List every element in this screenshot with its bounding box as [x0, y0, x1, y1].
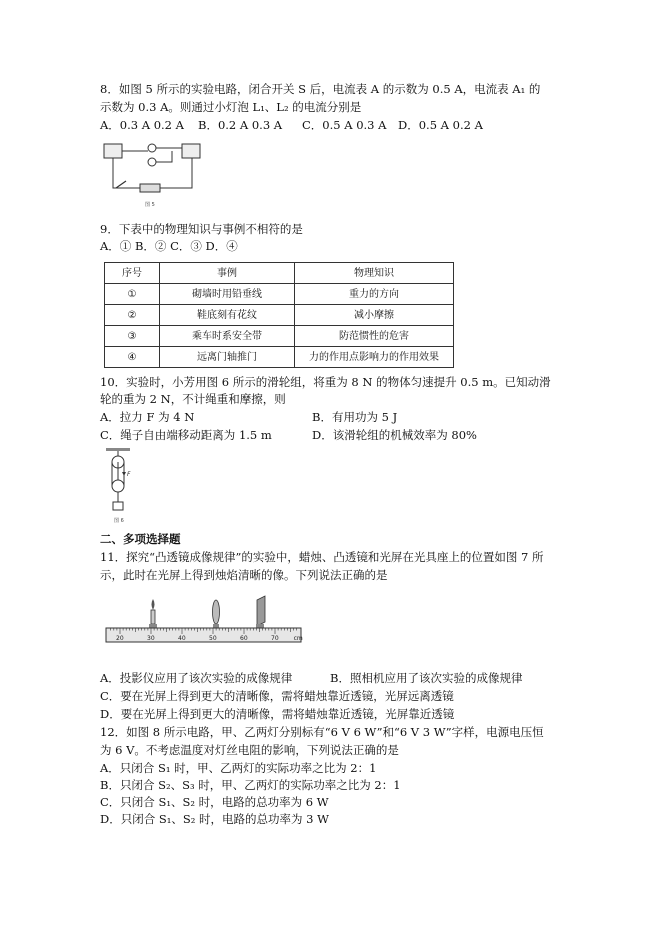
section-heading: 二、多项选择题 [100, 532, 181, 546]
ruler-tick-label: 50 [209, 635, 217, 642]
table-header-row [105, 263, 454, 284]
q10-option-c: C．绳子自由端移动距离为 1.5 m [100, 428, 272, 442]
table-cell: 防范惯性的危害 [295, 326, 454, 347]
q8-stem-line2: 示数为 0.3 A。则通过小灯泡 L₁、L₂ 的电流分别是 [100, 100, 362, 114]
q8-option-b: B．0.2 A 0.3 A [198, 118, 283, 132]
q11-option-b: B．照相机应用了该次实验的成像规律 [330, 671, 523, 685]
table-header-cell: 序号 [105, 263, 160, 284]
table-cell: 力的作用点影响力的作用效果 [295, 347, 454, 368]
table-cell: 重力的方向 [295, 284, 454, 305]
table-cell: 砌墙时用铅垂线 [160, 284, 295, 305]
table-header-cell: 物理知识 [295, 263, 454, 284]
q12-option-d: D．只闭合 S₁、S₂ 时，电路的总功率为 3 W [100, 812, 329, 826]
ruler-tick-label: 40 [178, 635, 186, 642]
q9-stem: 9．下表中的物理知识与事例不相符的是 [100, 222, 303, 236]
q8-option-a: A．0.3 A 0.2 A [100, 118, 184, 132]
q8-stem-line1: 8．如图 5 所示的实验电路，闭合开关 S 后，电流表 A 的示数为 0.5 A，电流表 A₁ 的 [100, 82, 541, 96]
q10-figure-force-label: F [127, 471, 131, 478]
q11-stem-line1: 11．探究“凸透镜成像规律”的实验中，蜡烛、凸透镜和光屏在光具座上的位置如图 7 所 [100, 550, 544, 564]
q10-option-a: A．拉力 F 为 4 N [100, 410, 195, 424]
table-row [105, 326, 454, 347]
table-cell: 减小摩擦 [295, 305, 454, 326]
q12-option-b: B．只闭合 S₂、S₃ 时，甲、乙两灯的实际功率之比为 2：1 [100, 778, 401, 792]
table-cell: ② [105, 305, 160, 326]
table-row [105, 347, 454, 368]
candle-flame-icon [152, 599, 155, 610]
table-row [105, 305, 454, 326]
q11-option-d: D．要在光屏上得到更大的清晰像，需将蜡烛靠近透镜，光屏靠近透镜 [100, 707, 455, 721]
q10-stem-line1: 10．实验时，小芳用图 6 所示的滑轮组，将重为 8 N 的物体匀速提升 0.5 m。已知动滑 [100, 375, 551, 389]
lens-icon [213, 600, 220, 624]
q12-option-a: A．只闭合 S₁ 时，甲、乙两灯的实际功率之比为 2：1 [100, 761, 377, 775]
q10-pulley-figure [104, 446, 144, 526]
table-cell: 远离门轴推门 [160, 347, 295, 368]
table-row [105, 284, 454, 305]
table-cell: ④ [105, 347, 160, 368]
q12-stem-line1: 12．如图 8 所示电路，甲、乙两灯分别标有“6 V 6 W”和“6 V 3 W”字样，电源电压恒 [100, 725, 544, 739]
q10-stem-line2: 轮的重为 2 N，不计绳重和摩擦，则 [100, 392, 286, 406]
q11-option-a: A．投影仪应用了该次实验的成像规律 [100, 671, 293, 685]
q11-optical-bench-figure [102, 594, 307, 654]
ruler-unit-label: cm [293, 635, 303, 642]
q8-option-c: C．0.5 A 0.3 A [302, 118, 387, 132]
q11-stem-line2: 示，此时在光屏上得到烛焰清晰的像。下列说法正确的是 [100, 568, 388, 582]
q12-option-c: C．只闭合 S₁、S₂ 时，电路的总功率为 6 W [100, 795, 329, 809]
q10-figure-caption: 图 6 [114, 518, 124, 524]
table-cell: ① [105, 284, 160, 305]
q10-option-b: B．有用功为 5 J [312, 410, 398, 424]
table-cell: 鞋底刻有花纹 [160, 305, 295, 326]
ruler-tick-label: 60 [240, 635, 248, 642]
q8-circuit-figure [100, 138, 210, 208]
ruler-tick-label: 30 [147, 635, 155, 642]
q8-option-d: D．0.5 A 0.2 A [398, 118, 483, 132]
screen-icon [257, 596, 265, 626]
table-cell: 乘车时系安全带 [160, 326, 295, 347]
candle-icon [151, 610, 155, 624]
ruler-tick-label: 70 [271, 635, 279, 642]
q8-figure-caption: 图 5 [145, 202, 155, 208]
q9-options: A．① B．② C．③ D．④ [100, 239, 238, 253]
table-cell: ③ [105, 326, 160, 347]
ruler-tick-label: 20 [116, 635, 124, 642]
table-header-cell: 事例 [160, 263, 295, 284]
q12-stem-line2: 为 6 V。不考虑温度对灯丝电阻的影响，下列说法正确的是 [100, 743, 399, 757]
q10-option-d: D．该滑轮组的机械效率为 80% [312, 428, 477, 442]
q11-option-c: C．要在光屏上得到更大的清晰像，需将蜡烛靠近透镜，光屏远离透镜 [100, 689, 454, 703]
q9-table [104, 262, 454, 368]
